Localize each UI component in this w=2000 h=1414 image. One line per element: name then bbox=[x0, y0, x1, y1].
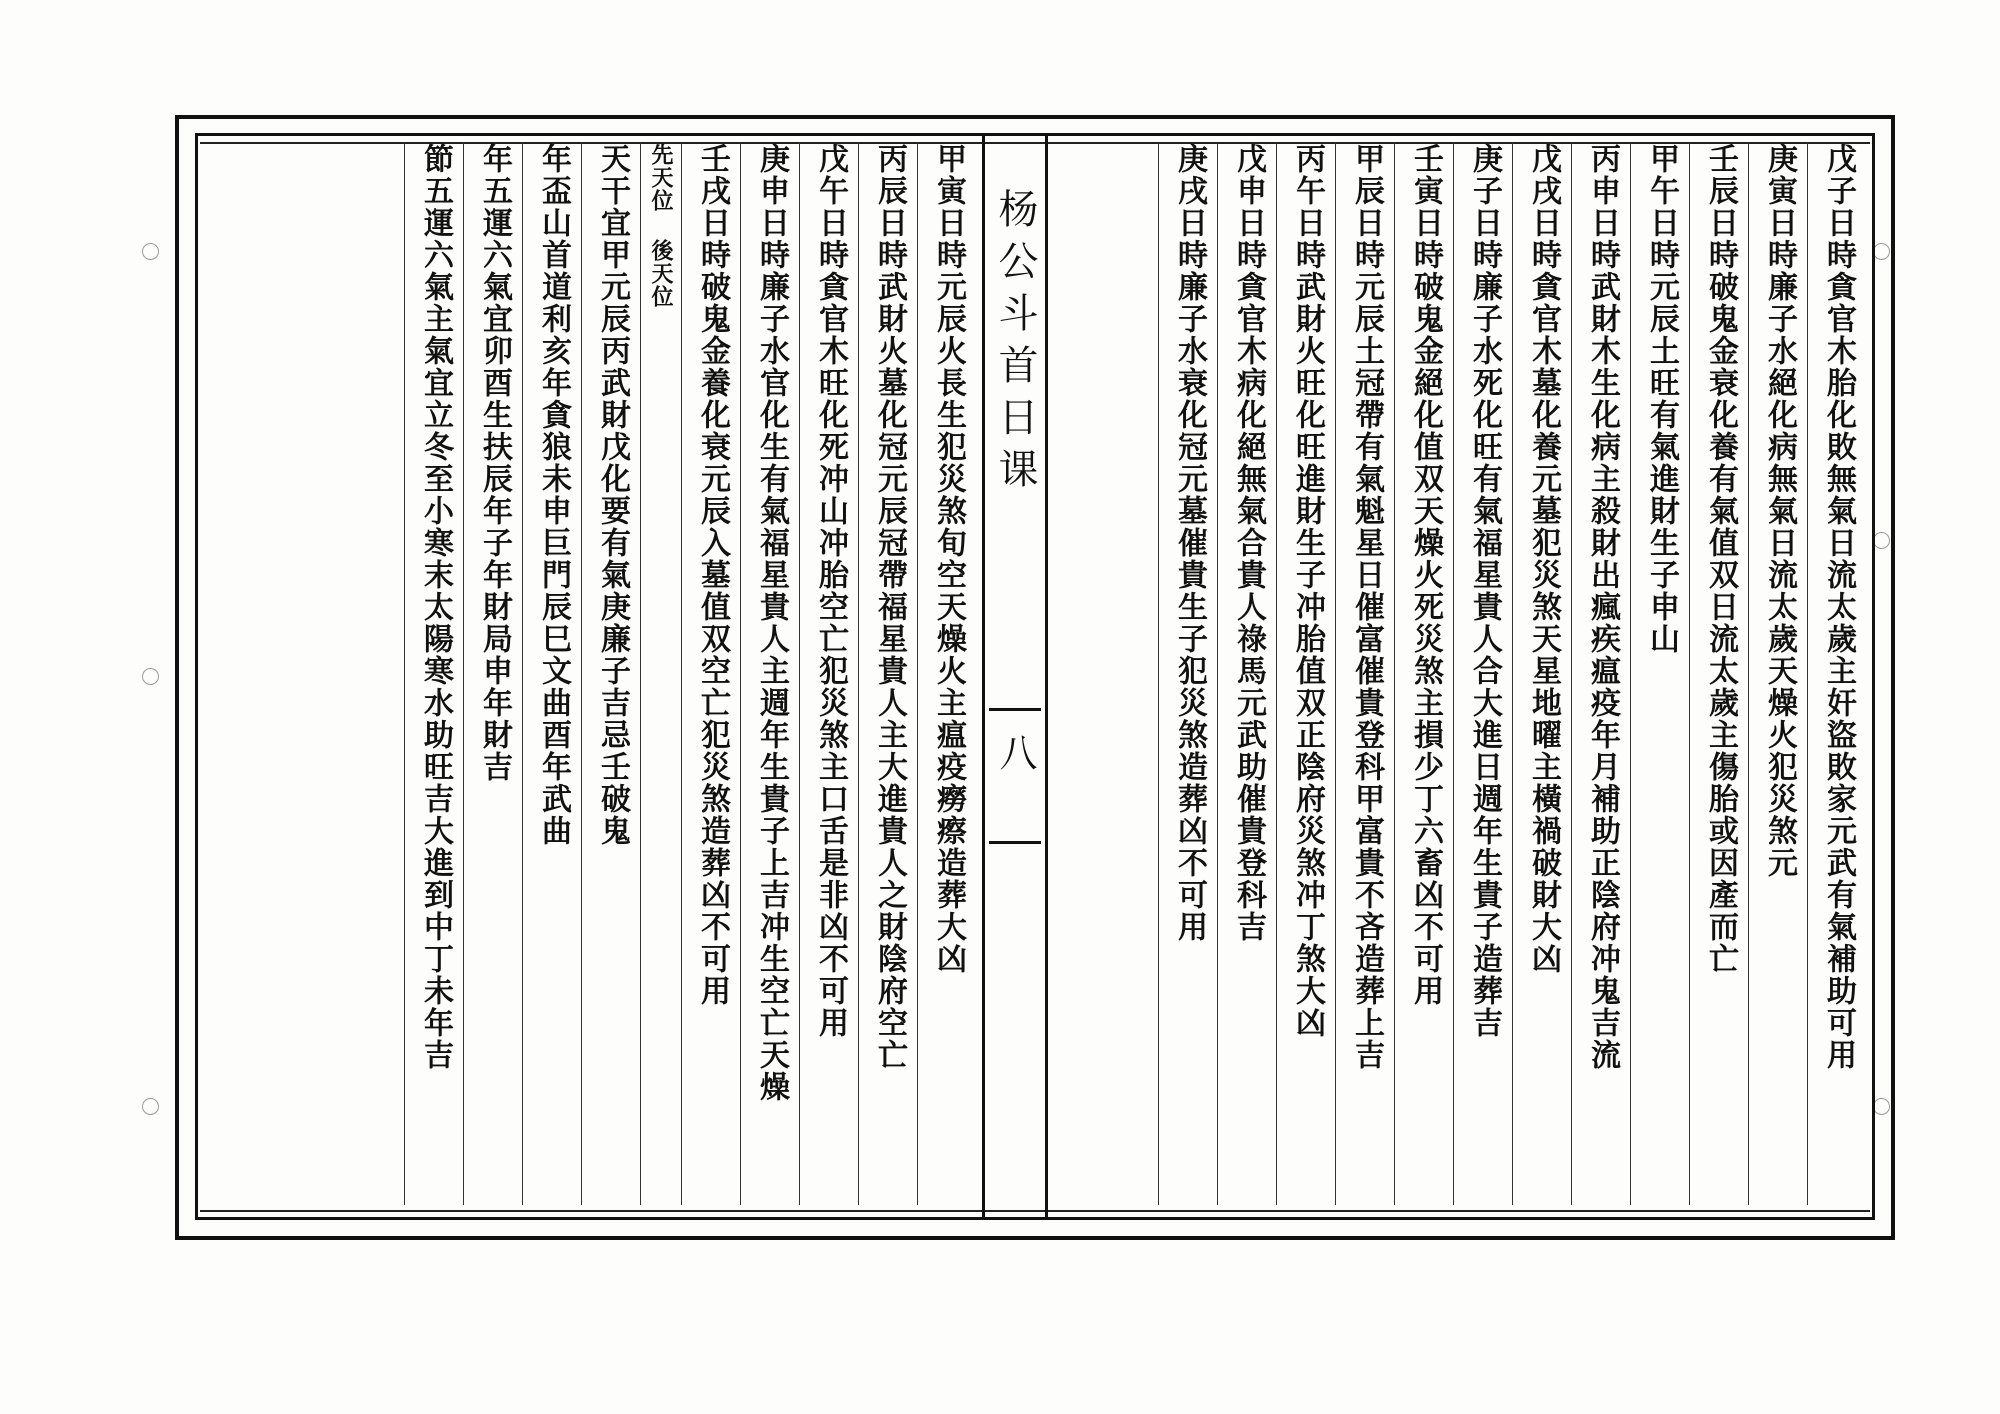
text-column: 丙辰日時武財火墓化冠元辰冠帶福星貴人主大進貴人之財陰府空亡 bbox=[858, 143, 917, 1205]
text-column: 壬寅日時破鬼金絕化值双天燥火死災煞主損少丁六畜凶不可用 bbox=[1394, 143, 1453, 1205]
text-column: 甲午日時元辰土旺有氣進財生子申山 bbox=[1630, 143, 1689, 1205]
punch-hole-left-bottom bbox=[142, 1098, 159, 1115]
text-column: 年五運六氣宜卯酉生扶辰年子年財局申年財吉 bbox=[463, 143, 522, 1205]
text-column: 庚戌日時廉子水衰化冠元墓催貴生子犯災煞造葬凶不可用 bbox=[1158, 143, 1217, 1205]
right-page bbox=[1056, 143, 1866, 1205]
text-column: 戊午日時貪官木旺化死冲山冲胎空亡犯災煞主口舌是非凶不可用 bbox=[799, 143, 858, 1205]
text-column: 庚子日時廉子水死化旺有氣福星貴人合大進日週年生貴子造葬吉 bbox=[1453, 143, 1512, 1205]
text-column: 天干宜甲元辰丙武財戊化要有氣庚廉子吉忌壬破鬼 bbox=[581, 143, 640, 1205]
spine-divider-top bbox=[989, 708, 1041, 711]
text-column: 庚寅日時廉子水絕化病無氣日流太歲天燥火犯災煞元 bbox=[1748, 143, 1807, 1205]
text-column: 節五運六氣主氣宜立冬至小寒末太陽寒水助旺吉大進到中丁未年吉 bbox=[404, 143, 463, 1205]
book-title: 杨公斗首日课 bbox=[992, 188, 1038, 500]
page-number: 八 bbox=[993, 733, 1037, 771]
text-column: 壬戌日時破鬼金養化衰元辰入墓值双空亡犯災煞造葬凶不可用 bbox=[681, 143, 740, 1205]
punch-hole-left-top bbox=[142, 243, 159, 260]
left-page bbox=[206, 143, 976, 1205]
text-column: 丙申日時武財木生化病主殺財出瘋疾瘟疫年月補助正陰府冲鬼吉流 bbox=[1571, 143, 1630, 1205]
text-column: 壬辰日時破鬼金衰化養有氣值双日流太歲主傷胎或因產而亡 bbox=[1689, 143, 1748, 1205]
book-spine bbox=[982, 133, 1048, 1220]
spine-divider-bottom bbox=[989, 841, 1041, 844]
text-column: 戊申日時貪官木病化絕無氣合貴人祿馬元武助催貴登科吉 bbox=[1217, 143, 1276, 1205]
text-column: 戊戌日時貪官木墓化養元墓犯災煞天星地曜主橫禍破財大凶 bbox=[1512, 143, 1571, 1205]
text-column: 丙午日時武財火旺化旺進財生子冲胎值双正陰府災煞冲丁煞大凶 bbox=[1276, 143, 1335, 1205]
text-column: 甲寅日時元辰火長生犯災煞旬空天燥火主瘟疫癆瘵造葬大凶 bbox=[917, 143, 976, 1205]
text-column: 甲辰日時元辰土冠帶有氣魁星日催富催貴登科甲富貴不吝造葬上吉 bbox=[1335, 143, 1394, 1205]
text-column: 年盃山首道利亥年貪狼未申巨門辰巳文曲酉年武曲 bbox=[522, 143, 581, 1205]
text-column: 先天位 後天位 bbox=[640, 143, 681, 1205]
text-column: 戊子日時貪官木胎化敗無氣日流太歲主奸盜敗家元武有氣補助可用 bbox=[1807, 143, 1866, 1205]
text-column: 庚申日時廉子水官化生有氣福星貴人主週年生貴子上吉冲生空亡天燥 bbox=[740, 143, 799, 1205]
punch-hole-left-mid bbox=[142, 668, 159, 685]
